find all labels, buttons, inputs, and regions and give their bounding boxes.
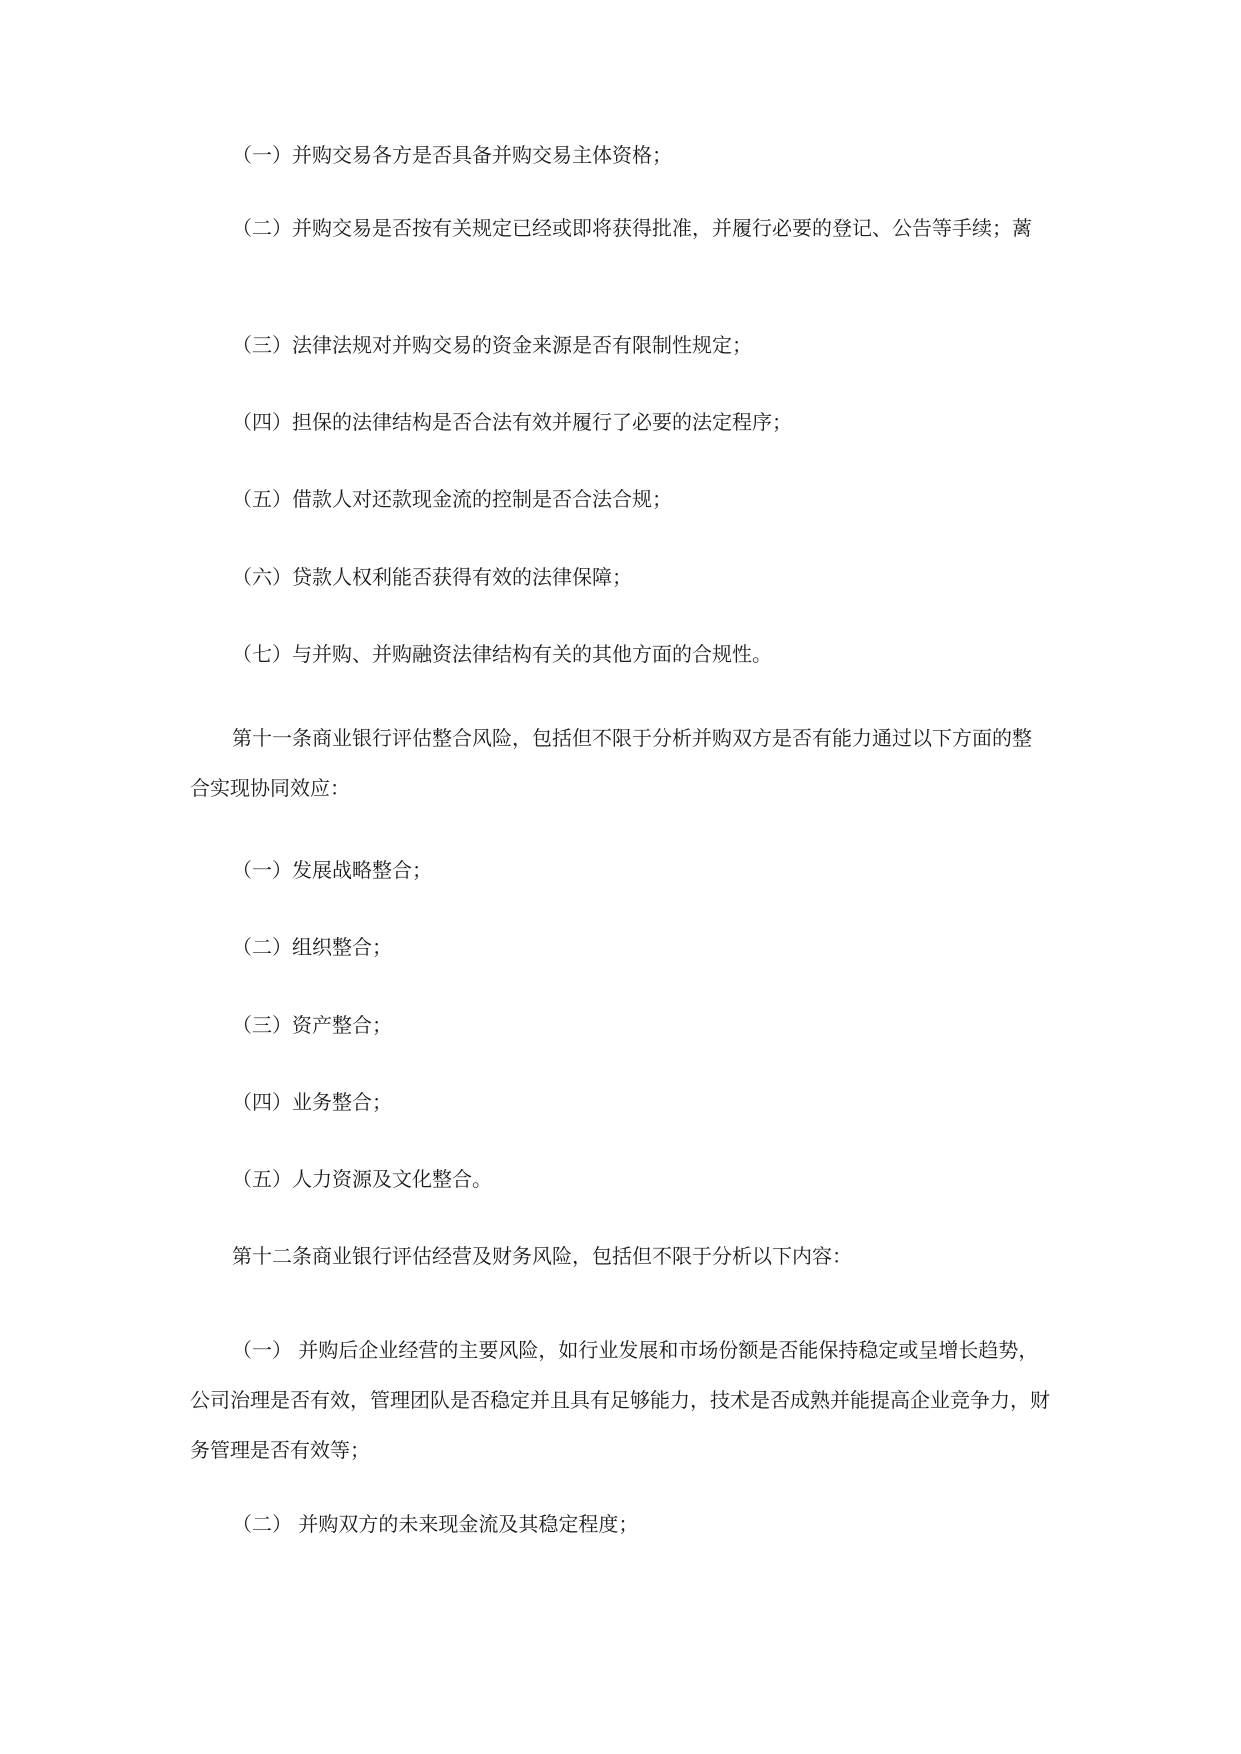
article-12-paragraph: 第十二条商业银行评估经营及财务风险，包括但不限于分析以下内容： <box>232 1244 852 1268</box>
paragraph-13: （五）人力资源及文化整合。 <box>232 1167 492 1191</box>
paragraph-12: （四）业务整合； <box>232 1090 392 1114</box>
paragraph-2: （二）并购交易是否按有关规定已经或即将获得批准，并履行必要的登记、公告等手续；蓠 <box>232 216 1032 240</box>
paragraph-5: （五）借款人对还款现金流的控制是否合法合规； <box>232 487 672 511</box>
paragraph-3: （三）法律法规对并购交易的资金来源是否有限制性规定； <box>232 333 752 357</box>
paragraph-15: （一） 并购后企业经营的主要风险，如行业发展和市场份额是否能保持稳定或呈增长趋势，公司治理是否有效，管理团队是否稳定并且具有足够能力，技术是否成熟并能提高企业竞争力，财务管理是否有效等； <box>190 1338 1050 1462</box>
paragraph-4: （四）担保的法律结构是否合法有效并履行了必要的法定程序； <box>232 410 792 434</box>
paragraph-16: （二） 并购双方的未来现金流及其稳定程度； <box>232 1512 639 1536</box>
paragraph-9: （一）发展战略整合； <box>232 858 432 882</box>
paragraph-7: （七）与并购、并购融资法律结构有关的其他方面的合规性。 <box>232 642 772 666</box>
paragraph-1: （一）并购交易各方是否具备并购交易主体资格； <box>232 143 672 167</box>
article-11-paragraph: 第十一条商业银行评估整合风险，包括但不限于分析并购双方是否有能力通过以下方面的整合实现协同效应： <box>190 726 1032 800</box>
paragraph-6: （六）贷款人权利能否获得有效的法律保障； <box>232 565 632 589</box>
paragraph-11: （三）资产整合； <box>232 1013 392 1037</box>
paragraph-10: （二）组织整合； <box>232 935 392 959</box>
